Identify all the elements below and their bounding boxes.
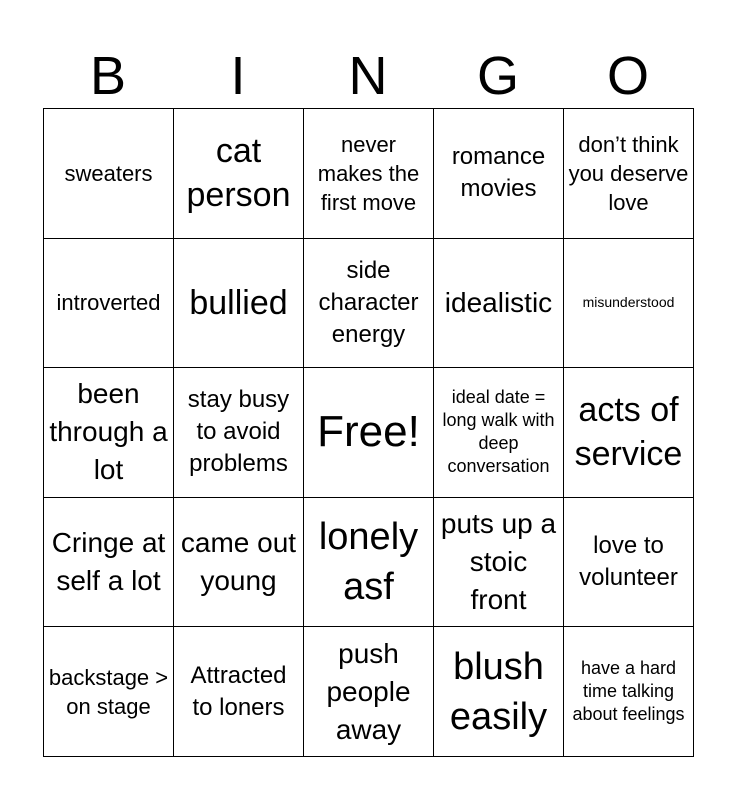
bingo-cell[interactable]: Cringe at self a lot bbox=[44, 498, 174, 628]
bingo-cell[interactable]: backstage > on stage bbox=[44, 627, 174, 757]
bingo-cell[interactable]: side character energy bbox=[304, 239, 434, 369]
bingo-cell[interactable]: came out young bbox=[174, 498, 304, 628]
bingo-cell[interactable]: have a hard time talking about feelings bbox=[564, 627, 694, 757]
bingo-cell[interactable]: Attracted to loners bbox=[174, 627, 304, 757]
header-letter-o: O bbox=[606, 46, 649, 106]
free-space-cell[interactable]: Free! bbox=[304, 368, 434, 498]
bingo-cell[interactable]: puts up a stoic front bbox=[434, 498, 564, 628]
bingo-cell[interactable]: lonely asf bbox=[304, 498, 434, 628]
bingo-cell[interactable]: ideal date = long walk with deep conversation bbox=[434, 368, 564, 498]
bingo-cell[interactable]: stay busy to avoid problems bbox=[174, 368, 304, 498]
bingo-cell[interactable]: sweaters bbox=[44, 109, 174, 239]
bingo-grid bbox=[43, 108, 694, 757]
bingo-cell[interactable]: push people away bbox=[304, 627, 434, 757]
bingo-cell[interactable]: been through a lot bbox=[44, 368, 174, 498]
bingo-cell[interactable]: acts of service bbox=[564, 368, 694, 498]
bingo-cell[interactable]: don’t think you deserve love bbox=[564, 109, 694, 239]
bingo-cell[interactable]: cat person bbox=[174, 109, 304, 239]
bingo-header bbox=[43, 44, 693, 108]
header-letter-b: B bbox=[89, 46, 127, 106]
bingo-cell[interactable]: bullied bbox=[174, 239, 304, 369]
header-letter-n: N bbox=[348, 46, 388, 106]
bingo-cell[interactable]: blush easily bbox=[434, 627, 564, 757]
bingo-cell[interactable]: never makes the first move bbox=[304, 109, 434, 239]
bingo-cell[interactable]: introverted bbox=[44, 239, 174, 369]
bingo-cell[interactable]: idealistic bbox=[434, 239, 564, 369]
header-letter-i: I bbox=[230, 46, 246, 106]
bingo-cell[interactable]: misunderstood bbox=[564, 239, 694, 369]
bingo-cell[interactable]: romance movies bbox=[434, 109, 564, 239]
bingo-cell[interactable]: love to volunteer bbox=[564, 498, 694, 628]
header-letter-g: G bbox=[476, 46, 519, 106]
